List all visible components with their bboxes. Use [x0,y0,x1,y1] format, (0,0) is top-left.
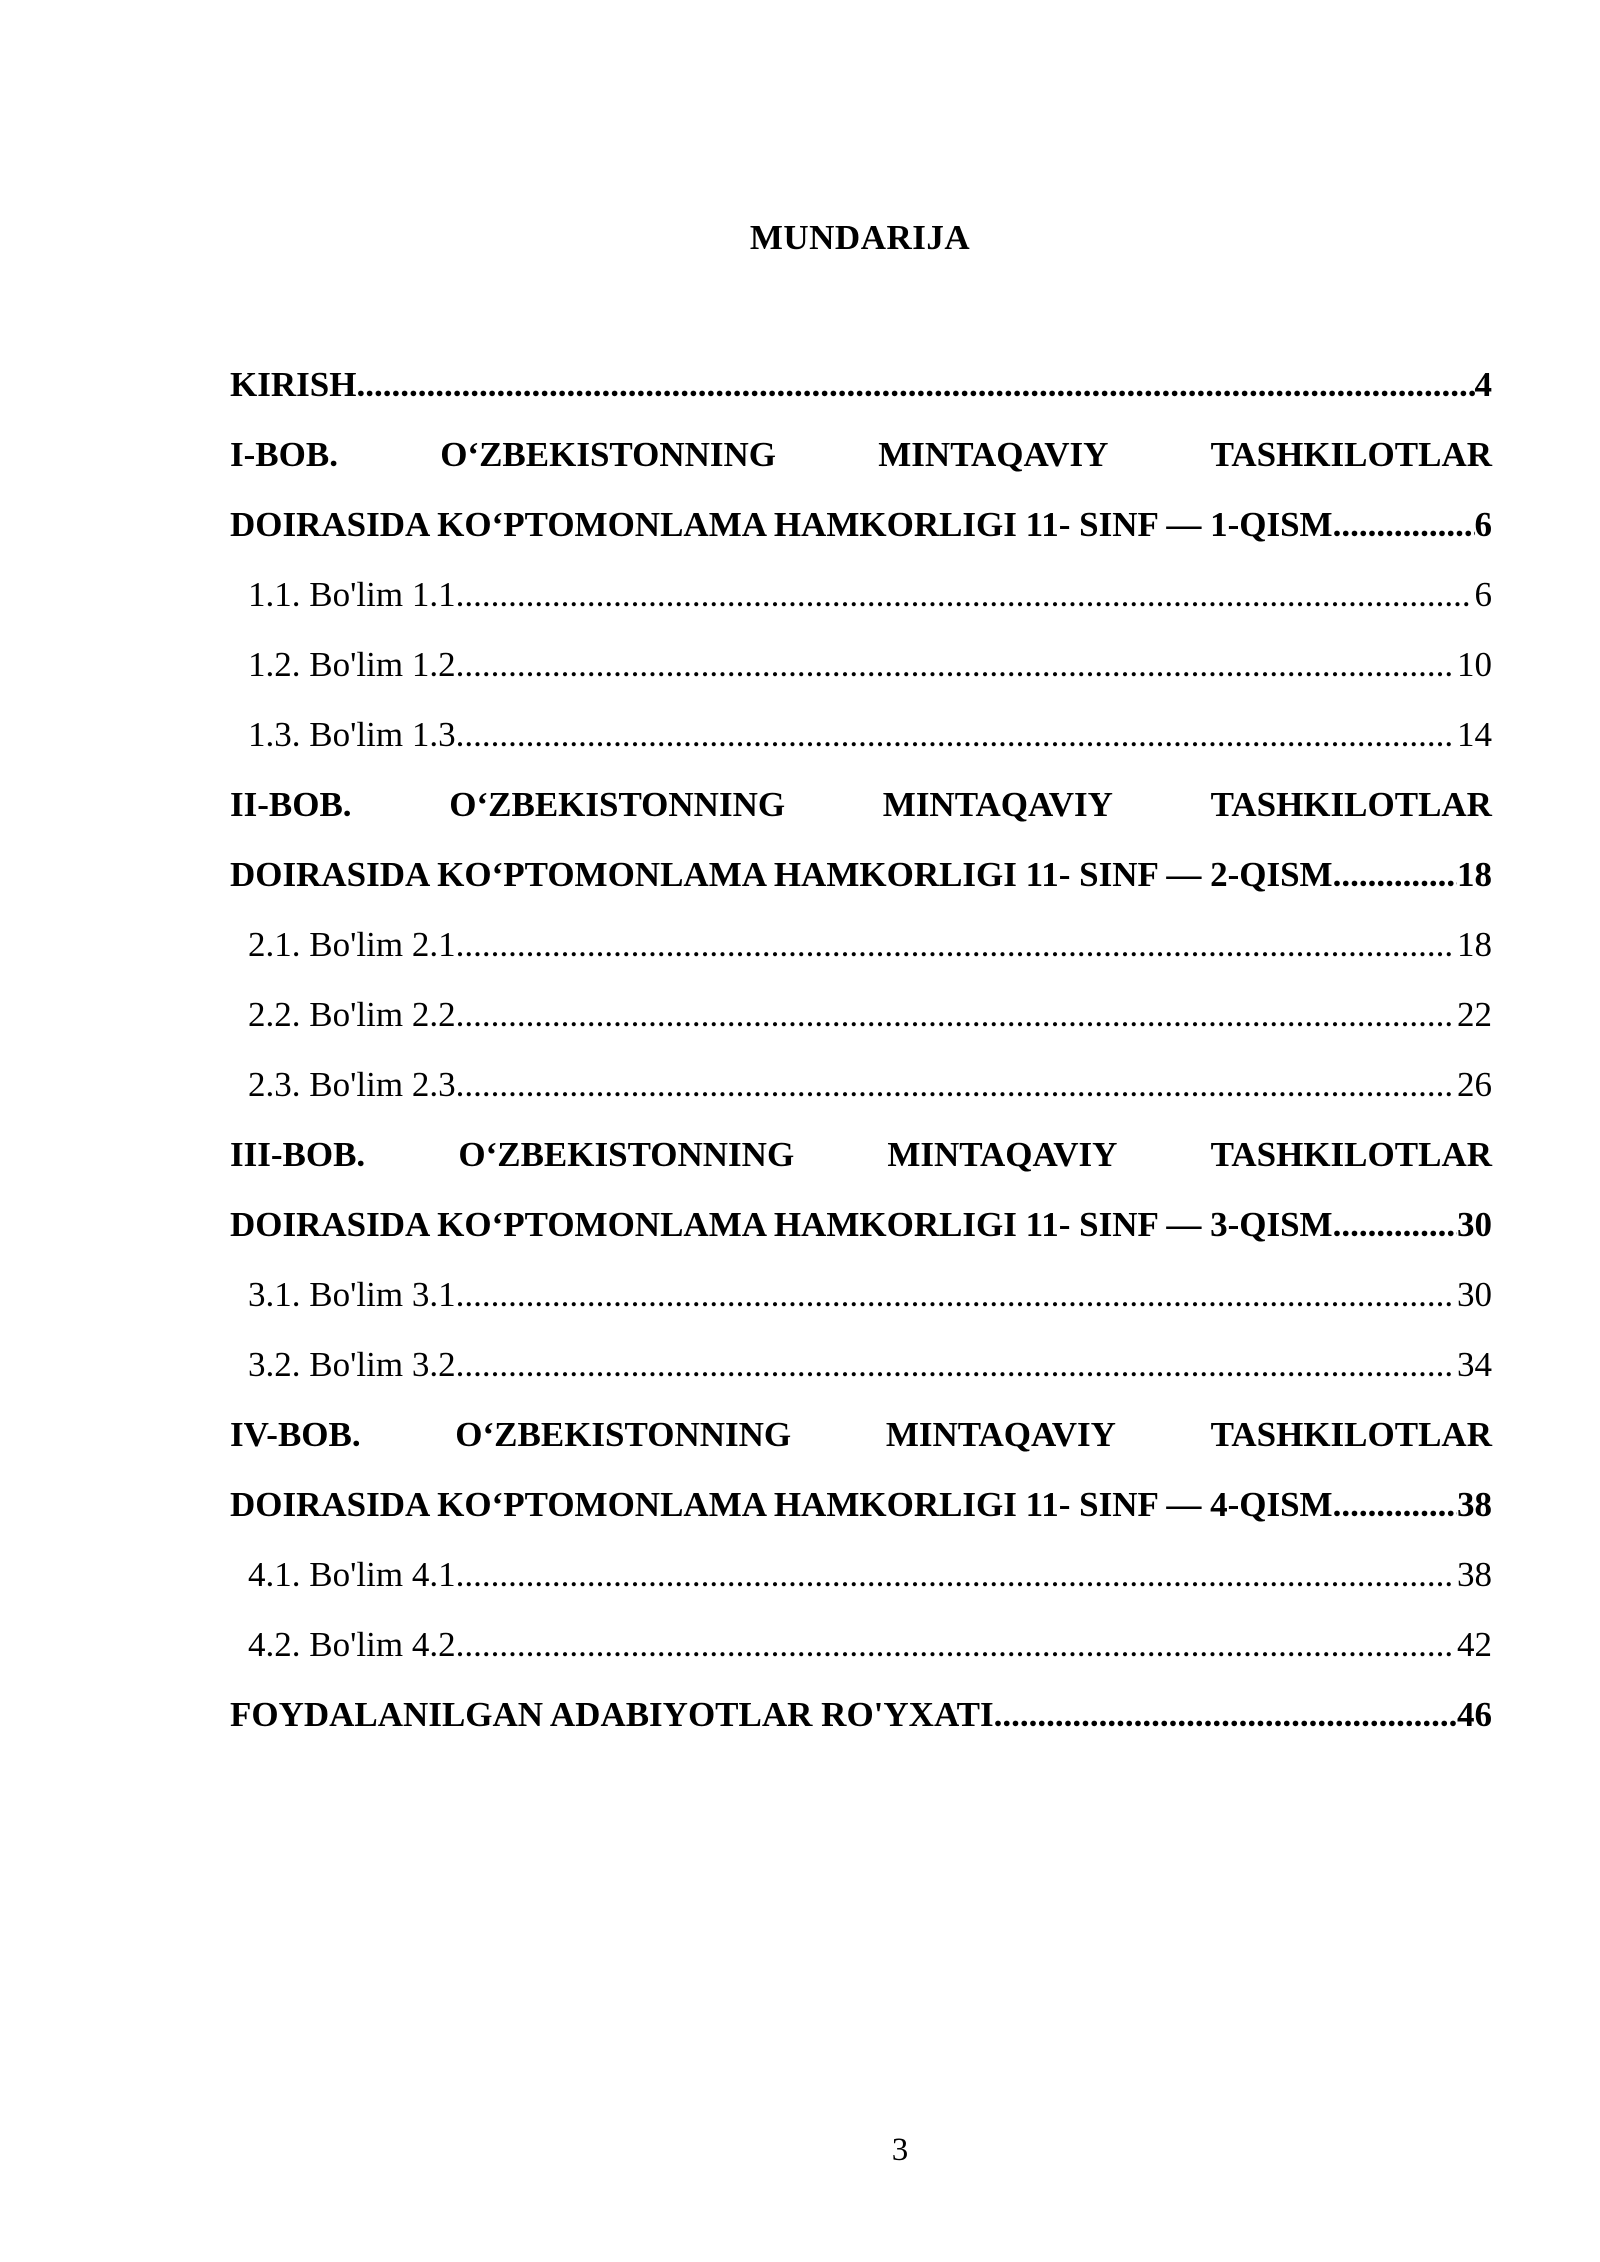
chapter-heading-line[interactable] [230,1400,1492,1470]
toc-entry-label: DOIRASIDA KO‘PTOMONLAMA HAMKORLIGI 11- SINF — 3-QISM [230,1205,1333,1244]
dot-leader [456,980,1453,1050]
chapter-word: I-BOB. [230,435,338,474]
toc-entry-section[interactable] [230,1260,1492,1330]
toc-entry-label: KIRISH [230,365,357,404]
chapter-word: TASHKILOTLAR [1210,785,1492,824]
table-of-contents [230,350,1492,1750]
toc-entry-label: 4.1. Bo'lim 4.1 [248,1555,456,1594]
toc-entry-label: FOYDALANILGAN ADABIYOTLAR RO'YXATI [230,1695,994,1734]
toc-entry-page: 6 [1474,505,1492,544]
toc-entry-section[interactable] [230,630,1492,700]
toc-entry-section[interactable] [230,1330,1492,1400]
toc-entry-label: 1.2. Bo'lim 1.2 [248,645,456,684]
dot-leader [356,350,1474,420]
toc-entry-section[interactable] [230,1540,1492,1610]
toc-entry-chapter[interactable] [230,840,1492,910]
chapter-word: MINTAQAVIY [887,1135,1118,1174]
dot-leader [456,1540,1453,1610]
chapter-word: IV-BOB. [230,1415,361,1454]
dot-leader [1333,1190,1457,1260]
chapter-word: MINTAQAVIY [878,435,1109,474]
chapter-word: O‘ZBEKISTONNING [458,1135,795,1174]
toc-entry-page: 30 [1457,1275,1492,1314]
toc-entry-page: 30 [1457,1205,1492,1244]
dot-leader [456,560,1471,630]
toc-entry-page: 4 [1474,365,1492,404]
dot-leader [456,1260,1453,1330]
toc-entry-label: DOIRASIDA KO‘PTOMONLAMA HAMKORLIGI 11- SINF — 1-QISM [230,505,1333,544]
toc-entry-page: 38 [1457,1485,1492,1524]
toc-entry-label: 4.2. Bo'lim 4.2 [248,1625,456,1664]
toc-entry-page: 10 [1457,645,1492,684]
chapter-word: MINTAQAVIY [882,785,1113,824]
toc-entry-chapter[interactable] [230,1190,1492,1260]
dot-leader [1333,1470,1457,1540]
toc-entry-section[interactable] [230,1610,1492,1680]
toc-entry-section[interactable] [230,560,1492,630]
chapter-word: TASHKILOTLAR [1210,1135,1492,1174]
toc-entry-label: 1.3. Bo'lim 1.3 [248,715,456,754]
toc-entry-page: 26 [1457,1065,1492,1104]
toc-entry-label: 3.1. Bo'lim 3.1 [248,1275,456,1314]
toc-entry-page: 38 [1457,1555,1492,1594]
toc-entry-page: 14 [1457,715,1492,754]
dot-leader [456,630,1453,700]
dot-leader [1333,840,1457,910]
chapter-word: III-BOB. [230,1135,366,1174]
dot-leader [456,910,1453,980]
toc-entry-page: 42 [1457,1625,1492,1664]
toc-entry-label: 1.1. Bo'lim 1.1 [248,575,456,614]
toc-entry-chapter[interactable] [230,490,1492,560]
dot-leader [456,1330,1453,1400]
toc-entry-section[interactable] [230,1050,1492,1120]
chapter-word: II-BOB. [230,785,352,824]
toc-entry-label: 2.2. Bo'lim 2.2 [248,995,456,1034]
toc-entry-chapter[interactable] [230,1470,1492,1540]
toc-entry-label: 2.1. Bo'lim 2.1 [248,925,456,964]
toc-entry-page: 18 [1457,925,1492,964]
toc-entry-label: DOIRASIDA KO‘PTOMONLAMA HAMKORLIGI 11- SINF — 4-QISM [230,1485,1333,1524]
toc-entry-page: 34 [1457,1345,1492,1384]
toc-entry-section[interactable] [230,980,1492,1050]
toc-entry-section[interactable] [230,700,1492,770]
chapter-word: TASHKILOTLAR [1210,435,1492,474]
dot-leader [1333,490,1475,560]
dot-leader [456,1050,1453,1120]
toc-entry-intro[interactable] [230,350,1492,420]
toc-entry-page: 18 [1457,855,1492,894]
chapter-word: O‘ZBEKISTONNING [449,785,786,824]
toc-entry-page: 46 [1457,1695,1492,1734]
chapter-heading-line[interactable] [230,1120,1492,1190]
toc-entry-page: 6 [1474,575,1492,614]
chapter-word: MINTAQAVIY [885,1415,1116,1454]
toc-title: MUNDARIJA [749,218,971,257]
dot-leader [456,1610,1453,1680]
toc-entry-page: 22 [1457,995,1492,1034]
chapter-word: TASHKILOTLAR [1210,1415,1492,1454]
page-number: 3 [891,2132,909,2168]
toc-entry-references[interactable] [230,1680,1492,1750]
chapter-heading-line[interactable] [230,420,1492,490]
toc-entry-section[interactable] [230,910,1492,980]
toc-entry-label: 3.2. Bo'lim 3.2 [248,1345,456,1384]
toc-entry-label: DOIRASIDA KO‘PTOMONLAMA HAMKORLIGI 11- SINF — 2-QISM [230,855,1333,894]
chapter-word: O‘ZBEKISTONNING [440,435,777,474]
toc-entry-label: 2.3. Bo'lim 2.3 [248,1065,456,1104]
chapter-heading-line[interactable] [230,770,1492,840]
dot-leader [456,700,1453,770]
chapter-word: O‘ZBEKISTONNING [455,1415,792,1454]
dot-leader [994,1680,1457,1750]
